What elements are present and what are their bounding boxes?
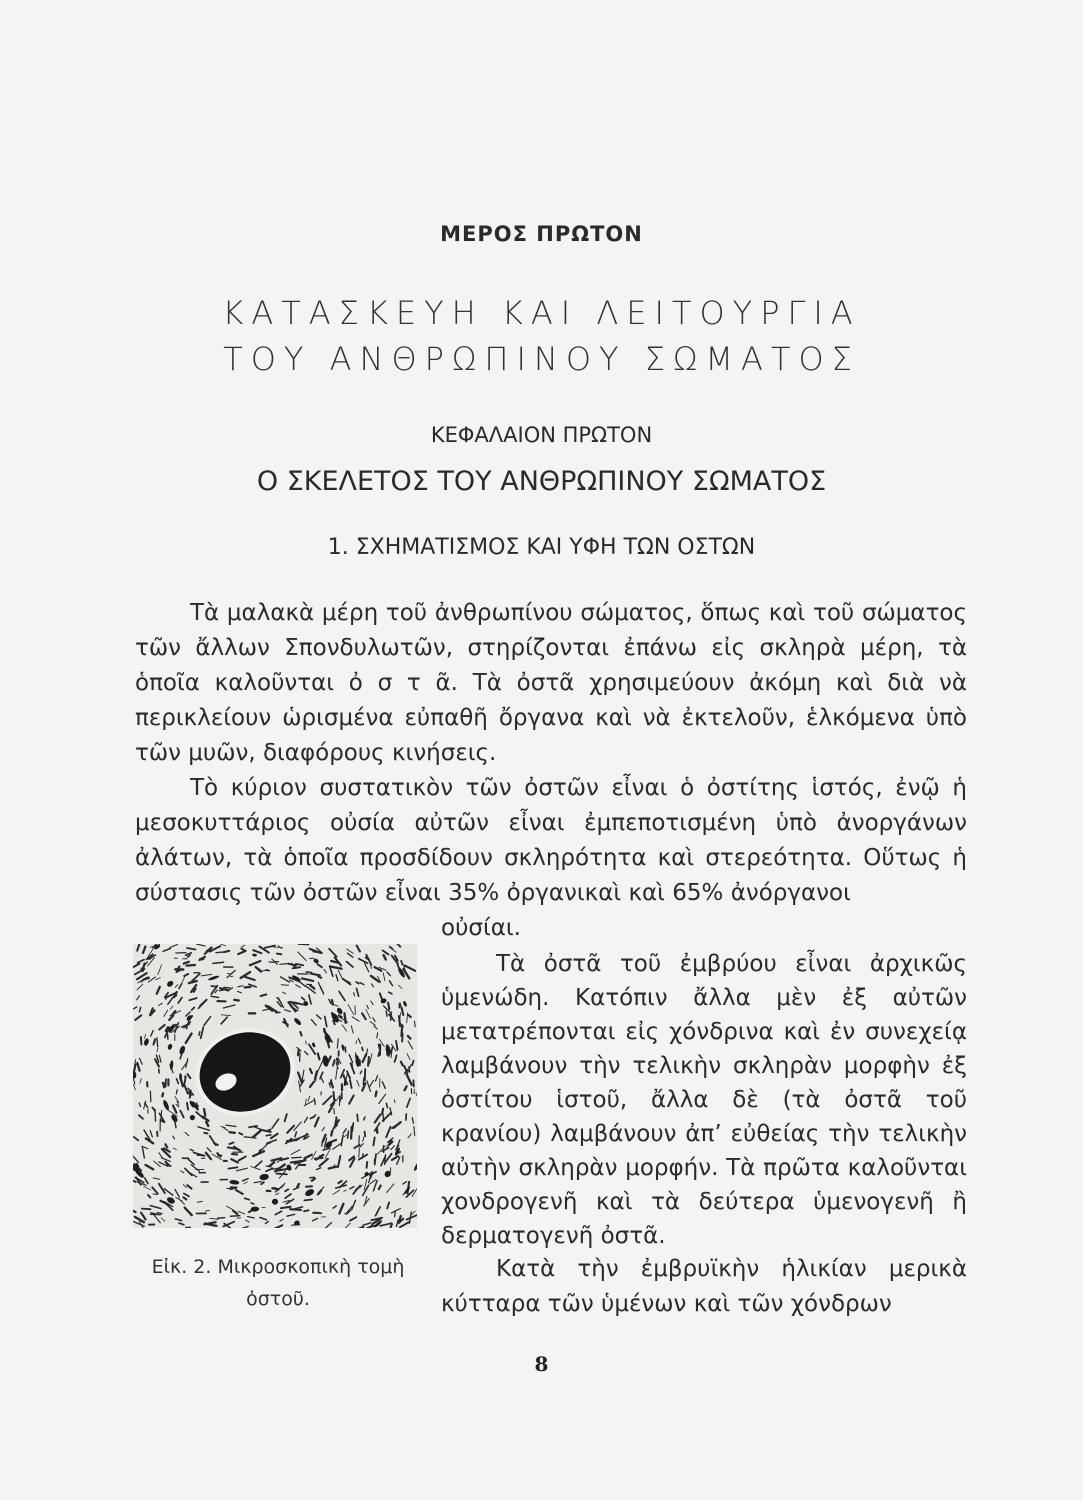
chapter-title: Ο ΣΚΕΛΕΤΟΣ ΤΟΥ ΑΝΘΡΩΠΙΝΟΥ ΣΩΜΑΤΟΣ (256, 466, 827, 497)
chapter-label: ΚΕΦΑΛΑΙΟΝ ΠΡΩΤΟΝ (430, 423, 653, 447)
part-title: ΜΕΡΟΣ ΠΡΩΤΟΝ (440, 222, 643, 246)
figure-caption-line2: ὀστοῦ. (246, 1288, 310, 1310)
paragraph-2: Τὸ κύριον συστατικὸν τῶν ὀστῶν εἶναι ὁ ὀστίτης ἱστός, ἐνῷ ἡ μεσοκυττάριος οὐσία αὐτῶν εἶναι ἐμπεποτισμένη ὑπὸ ἀνοργάνων ἀλάτων, τὰ ὁποῖα προσδίδουν σκληρότητα καὶ στερεότητα. Οὕτως ἡ σύστασις τῶν ὀστῶν εἶναι 35% ὀργανικαὶ καὶ 65% ἀνόργανοι (135, 775, 967, 906)
book-title-line1: ΚΑΤΑΣΚΕΥΗ ΚΑΙ ΛΕΙΤΟΥΡΓΙΑ (222, 294, 861, 332)
bone-micrograph-image (133, 944, 417, 1228)
paragraph-1: Τὰ μαλακὰ μέρη τοῦ ἀνθρωπίνου σώματος, ὅπως καὶ τοῦ σώματος τῶν ἄλλων Σπονδυλωτῶν, στηρίζονται ἐπάνω εἰς σκληρὰ μέρη, τὰ ὁποῖα καλοῦνται ὀ σ τ ᾶ. Τὰ ὀστᾶ χρησιμεύουν ἀκόμη καὶ διὰ νὰ περικλείουν ὡρισμένα εὐπαθῆ ὄργανα καὶ νὰ ἐκτελοῦν, ἑλκόμενα ὑπὸ τῶν μυῶν, διαφόρους κινήσεις. (135, 600, 967, 766)
section-title: 1. ΣΧΗΜΑΤΙΣΜΟΣ ΚΑΙ ΥΦΗ ΤΩΝ ΟΣΤΩΝ (327, 535, 756, 560)
figure-caption-line1: Εἰκ. 2. Μικροσκοπικὴ τομὴ (151, 1256, 405, 1278)
paragraph-3: Τὰ ὀστᾶ τοῦ ἐμβρύου εἶναι ἀρχικῶς ὑμενώδη. Κατόπιν ἄλλα μὲν ἐξ αὐτῶν μετατρέπονται εἰς χόνδρινα καὶ ἐν συνεχείᾳ λαμβάνουν τὴν τελικὴν σκληρὰν μορφὴν ἐξ ὀστίτου ἱστοῦ, ἄλλα δὲ (τὰ ὀστᾶ τοῦ κρανίου) λαμβάνουν ἀπ’ εὐθείας τὴν τελικὴν αὐτὴν σκληρὰν μορφήν. Τὰ πρῶτα καλοῦνται χονδρογενῆ καὶ τὰ δεύτερα ὑμενογενῆ ἢ δερματογενῆ ὀστᾶ. (441, 951, 967, 1249)
paragraph-2-tail: οὐσίαι. (441, 915, 521, 941)
book-title-line2: ΤΟΥ ΑΝΘΡΩΠΙΝΟΥ ΣΩΜΑΤΟΣ (223, 340, 860, 378)
page-number: 8 (534, 1352, 549, 1376)
bone-micrograph-figure (133, 944, 417, 1228)
paragraph-4: Κατὰ τὴν ἐμβρυϊκὴν ἡλικίαν μερικὰ κύτταρα τῶν ὑμένων καὶ τῶν χόνδρων (441, 1256, 967, 1317)
